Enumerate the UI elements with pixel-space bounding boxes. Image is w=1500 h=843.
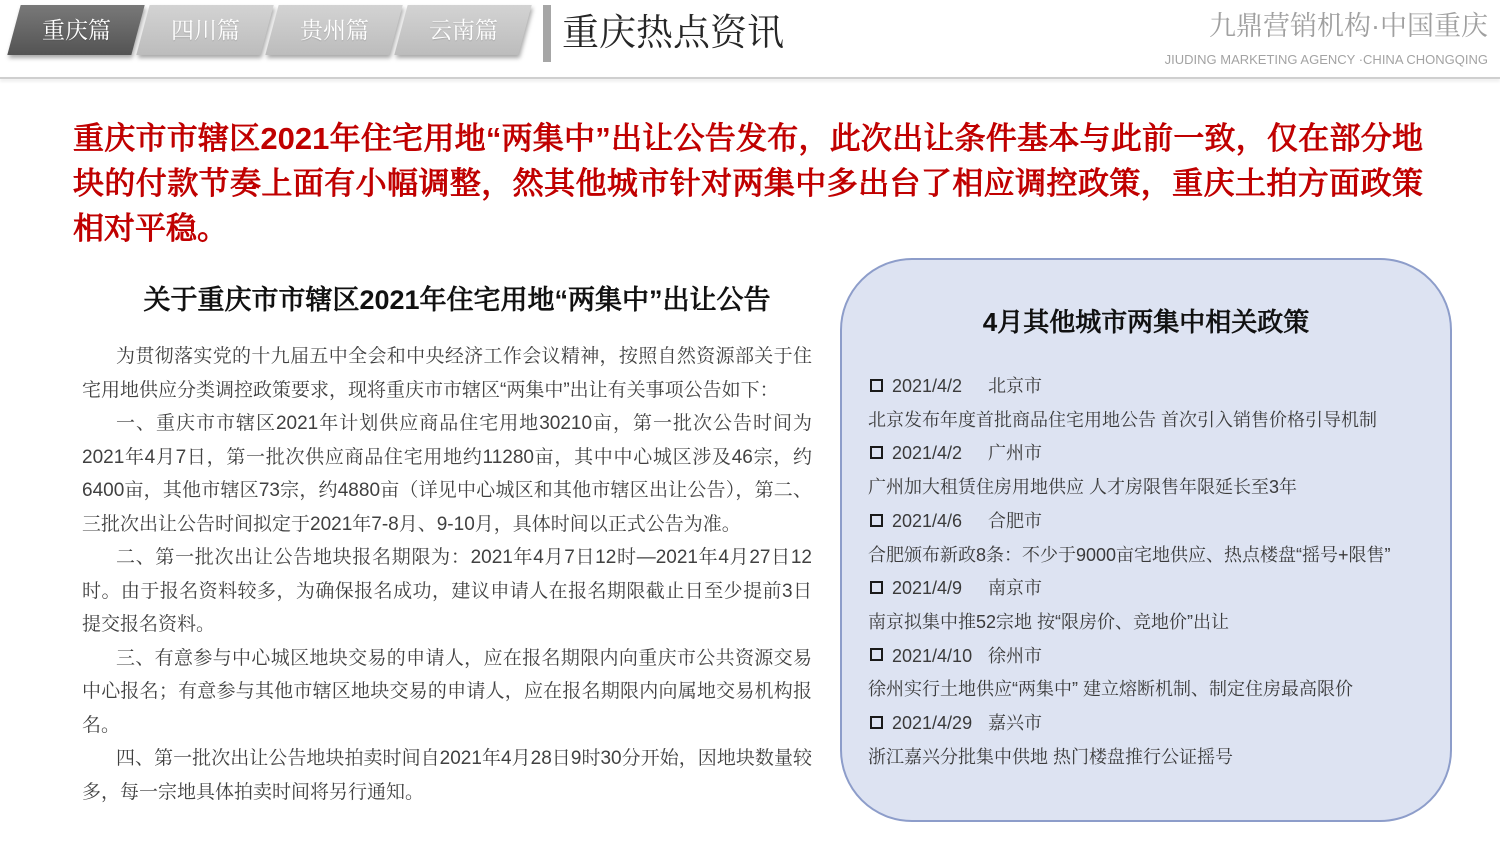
square-outline-icon bbox=[870, 716, 883, 729]
policy-date: 2021/4/2 bbox=[892, 443, 963, 464]
announcement-title: 关于重庆市市辖区2021年住宅用地“两集中”出让公告 bbox=[143, 285, 771, 315]
policy-date-row bbox=[868, 640, 1391, 674]
headline: 重庆市市辖区2021年住宅用地“两集中”出让公告发布，此次出让条件基本与此前一致，仅在部分地块的付款节奏上面有小幅调整，然其他城市针对两集中多出台了相应调控政策，重庆土拍方面政策相对平稳。 bbox=[73, 121, 1423, 246]
policy-date-row bbox=[868, 572, 1391, 606]
tab-label: 重庆篇 bbox=[41, 17, 111, 43]
square-outline-icon bbox=[870, 446, 883, 459]
policy-summary: 广州加大租赁住房用地供应 人才房限售年限延长至3年 bbox=[868, 477, 1298, 498]
tab-label: 四川篇 bbox=[170, 17, 240, 43]
tab-sichuan[interactable] bbox=[136, 5, 273, 55]
policy-city: 徐州市 bbox=[988, 645, 1042, 666]
page-title: 重庆热点资讯 bbox=[562, 12, 784, 53]
announcement-body bbox=[82, 340, 812, 809]
policy-date: 2021/4/9 bbox=[892, 578, 963, 599]
policy-city: 嘉兴市 bbox=[988, 713, 1042, 734]
announcement-paragraph: 二、第一批次出让公告地块报名期限为：2021年4月7日12时—2021年4月27日12时。由于报名资料较多，为确保报名成功，建议申请人在报名期限截止日至少提前3日提交报名资料。 bbox=[82, 547, 812, 635]
tab-guizhou[interactable] bbox=[265, 5, 402, 55]
policy-date-row bbox=[868, 707, 1391, 741]
policy-date: 2021/4/29 bbox=[892, 713, 973, 734]
square-outline-icon bbox=[870, 581, 883, 594]
announcement-paragraph: 四、第一批次出让公告地块拍卖时间自2021年4月28日9时30分开始，因地块数量较多，每一宗地具体拍卖时间将另行通知。 bbox=[82, 748, 812, 803]
policy-summary: 浙江嘉兴分批集中供地 热门楼盘推行公证摇号 bbox=[868, 746, 1233, 767]
tab-label: 贵州篇 bbox=[299, 17, 369, 43]
policy-date: 2021/4/6 bbox=[892, 510, 963, 531]
tab-yunnan[interactable] bbox=[394, 5, 531, 55]
policy-date-row bbox=[868, 370, 1391, 404]
policy-summary: 南京拟集中推52宗地 按“限房价、竞地价”出让 bbox=[868, 611, 1230, 632]
announcement-paragraph: 一、重庆市市辖区2021年计划供应商品住宅用地30210亩，第一批次公告时间为2021年4月7日，第一批次供应商品住宅用地约11280亩，其中中心城区涉及46宗，约6400亩，其他市辖区73宗，约4880亩（详见中心城区和其他市辖区出让公告），第二、三批次出让公告时间拟定于2021年7-8月、9-10月，具体时间以正式公告为准。 bbox=[82, 413, 812, 535]
tab-chongqing[interactable] bbox=[7, 5, 144, 55]
policy-panel bbox=[840, 258, 1452, 822]
square-outline-icon bbox=[870, 648, 883, 661]
policy-date-row bbox=[868, 437, 1391, 471]
announcement-paragraph: 为贯彻落实党的十九届五中全会和中央经济工作会议精神，按照自然资源部关于住宅用地供应分类调控政策要求，现将重庆市市辖区“两集中”出让有关事项公告如下： bbox=[82, 346, 812, 401]
brand-block bbox=[1165, 8, 1488, 69]
policy-summary: 合肥颁布新政8条：不少于9000亩宅地供应、热点楼盘“摇号+限售” bbox=[868, 544, 1391, 565]
policy-city: 北京市 bbox=[988, 376, 1042, 396]
policy-date: 2021/4/2 bbox=[892, 376, 963, 396]
policy-summary: 徐州实行土地供应“两集中” 建立熔断机制、制定住房最高限价 bbox=[868, 679, 1353, 700]
title-accent-bar bbox=[543, 5, 551, 62]
announcement-paragraph: 三、有意参与中心城区地块交易的申请人，应在报名期限内向重庆市公共资源交易中心报名；有意参与其他市辖区地块交易的申请人，应在报名期限内向属地交易机构报名。 bbox=[82, 647, 812, 736]
policy-summary: 北京发布年度首批商品住宅用地公告 首次引入销售价格引导机制 bbox=[868, 409, 1377, 430]
square-outline-icon bbox=[870, 379, 883, 392]
policy-city: 南京市 bbox=[988, 578, 1042, 599]
tab-label: 云南篇 bbox=[428, 17, 498, 43]
policy-panel-title: 4月其他城市两集中相关政策 bbox=[982, 307, 1310, 337]
policy-city: 合肥市 bbox=[988, 510, 1042, 531]
policy-city: 广州市 bbox=[988, 443, 1042, 464]
square-outline-icon bbox=[870, 514, 883, 527]
section-tabs bbox=[14, 5, 530, 55]
policy-date-row bbox=[868, 505, 1391, 539]
header-divider bbox=[0, 77, 1500, 79]
brand-name: 九鼎营销机构·中国重庆 bbox=[1209, 11, 1488, 41]
policy-date: 2021/4/10 bbox=[892, 645, 973, 666]
policy-list bbox=[868, 370, 1391, 774]
brand-subtitle: JIUDING MARKETING AGENCY ·CHINA CHONGQING bbox=[1164, 52, 1488, 67]
